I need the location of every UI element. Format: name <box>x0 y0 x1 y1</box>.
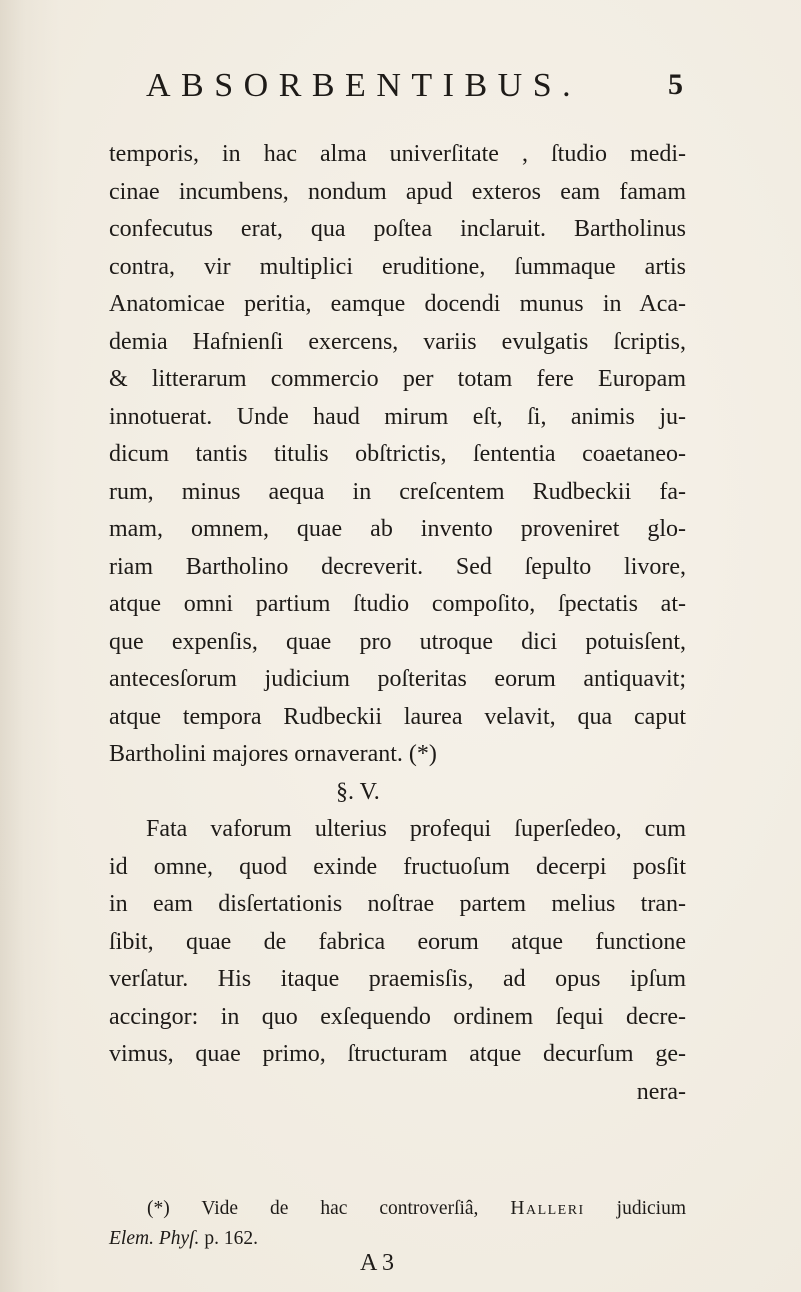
footnote-line <box>109 1194 686 1224</box>
running-title: ABSORBENTIBUS. <box>146 67 582 104</box>
page-number: 5 <box>668 68 683 101</box>
text-line: atque omni partium ſtudio compoſito, ſpectatis at- <box>109 591 686 617</box>
catchword: nera- <box>636 1078 686 1105</box>
footnote-author: Halleri <box>510 1198 585 1219</box>
footnote-marker: (*) <box>147 1198 170 1219</box>
text-line: antecesſorum judicium poſteritas eorum antiquavit; <box>109 666 686 692</box>
text-line: dicum tantis titulis obſtrictis, ſententia coaetaneo- <box>109 441 686 467</box>
footnote-text: Vide de hac controverſiâ, <box>201 1198 479 1219</box>
body-text <box>109 136 686 1111</box>
text-line: demia Hafnienſi exercens, variis evulgatis ſcriptis, <box>109 328 686 355</box>
footnote-page-ref: p. 162. <box>204 1228 258 1249</box>
text-line: Fata vaforum ulterius profequi ſuperſedeo, cum <box>146 816 686 842</box>
running-head <box>146 63 706 109</box>
text-line: temporis, in hac alma univerſitate , ſtudio medi- <box>109 141 686 167</box>
text-line: Anatomicae peritia, eamque docendi munus in Aca- <box>109 291 686 317</box>
text-line: ſibit, quae de fabrica eorum atque functione <box>109 928 686 955</box>
text-line: contra, vir multiplici eruditione, ſummaque artis <box>109 253 686 280</box>
text-line: confecutus erat, qua poſtea inclaruit. Bartholinus <box>109 216 686 242</box>
text-line: Bartholini majores ornaverant. (*) <box>109 741 437 767</box>
text-line: mam, omnem, quae ab invento proveniret glo- <box>109 516 686 542</box>
text-line: vimus, quae primo, ſtructuram atque decurſum ge- <box>109 1041 686 1067</box>
footnote <box>109 1194 686 1254</box>
footnote-text: judicium <box>616 1198 686 1219</box>
text-line: cinae incumbens, nondum apud exteros eam famam <box>109 178 686 205</box>
text-line: in eam disſertationis noſtrae partem melius tran- <box>109 891 686 917</box>
text-line: innotuerat. Unde haud mirum eſt, ſi, animis ju- <box>109 403 686 430</box>
text-line: accingor: in quo exſequendo ordinem ſequi decre- <box>109 1003 686 1030</box>
footnote-reference: Elem. Phyſ. <box>109 1228 200 1249</box>
text-line: rum, minus aequa in creſcentem Rudbeckii fa- <box>109 478 686 505</box>
section-heading: §. V. <box>336 778 380 805</box>
text-line: que expenſis, quae pro utroque dici potuisſent, <box>109 628 686 655</box>
footnote-line <box>109 1224 686 1254</box>
text-line: id omne, quod exinde fructuoſum decerpi posſit <box>109 853 686 880</box>
text-line: atque tempora Rudbeckii laurea velavit, qua caput <box>109 703 686 730</box>
text-line: & litterarum commercio per totam fere Europam <box>109 366 686 392</box>
signature-mark: A 3 <box>360 1250 395 1276</box>
text-line: verſatur. His itaque praemisſis, ad opus ipſum <box>109 966 686 992</box>
text-line: riam Bartholino decreverit. Sed ſepulto livore, <box>109 553 686 580</box>
